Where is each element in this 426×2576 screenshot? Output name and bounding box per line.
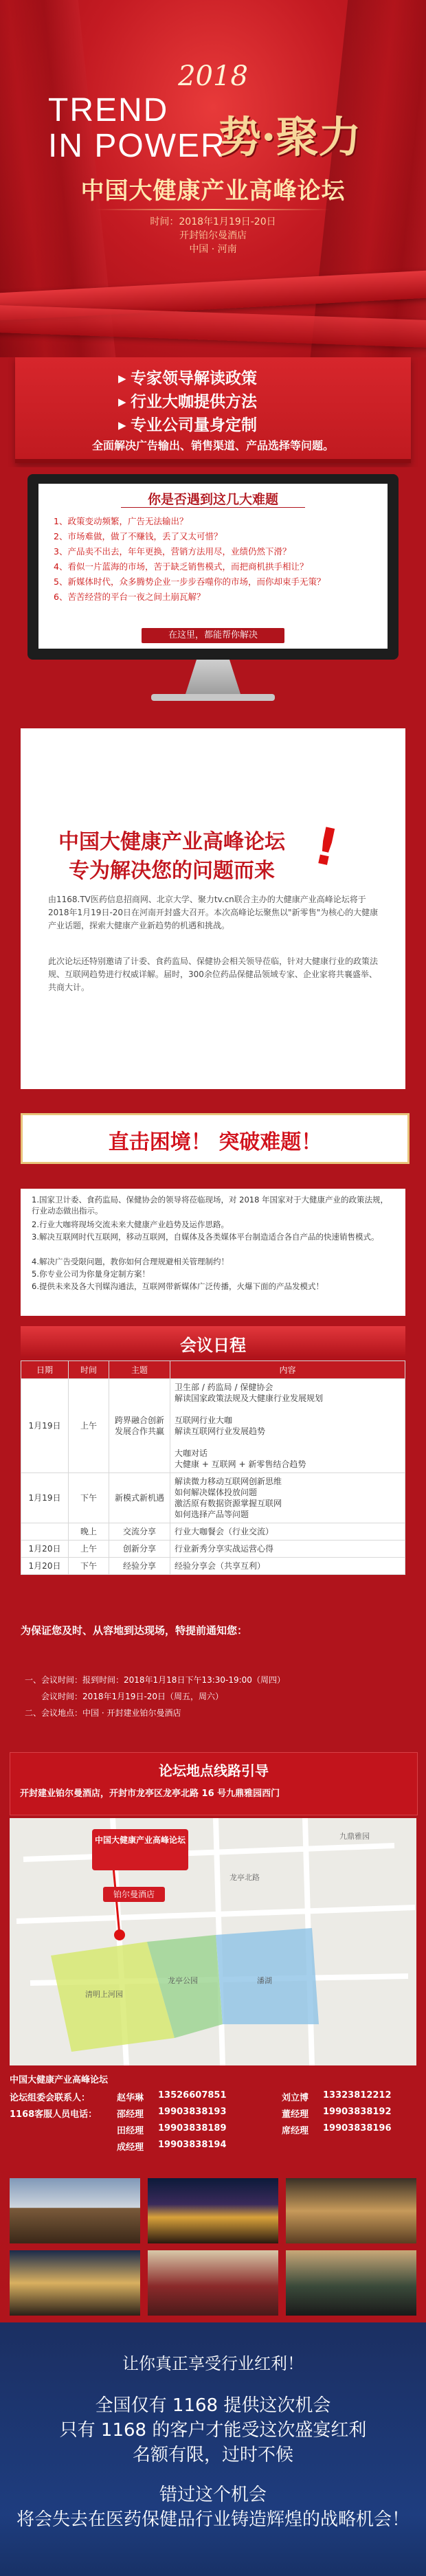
- contact-name: 邵经理: [117, 2109, 144, 2120]
- table-cell: 卫生部 / 药监局 / 保健协会 解读国家政策法规及大健康行业发展规划 互联网行业大咖 解读互联网行业发展趋势 大咖对话 大健康 + 互联网 + 新零售结合趋势: [170, 1379, 405, 1473]
- agenda-list-box: [21, 1189, 405, 1316]
- footer-line: 只有 1168 的客户才能受这次盛宴红利: [59, 2420, 367, 2441]
- solve-button[interactable]: 在这里，都能帮你解决: [142, 628, 284, 643]
- feature-label: 行业大咖提供方法: [131, 393, 257, 411]
- footer-line: 让你真正享受行业红利！: [122, 2354, 304, 2373]
- contact-phone[interactable]: 19903838193: [158, 2107, 227, 2117]
- map-area-text: 清明上河园: [85, 1990, 123, 1999]
- map-area-text: 龙亭公园: [168, 1976, 198, 1985]
- agenda-item: 5.你专业公司为你量身定制方案！: [32, 1269, 150, 1279]
- table-cell: 行业新秀分享实战运营心得: [170, 1541, 405, 1558]
- contact-name: 刘立博: [282, 2093, 309, 2103]
- table-row: [21, 1379, 405, 1473]
- column-header: 日期: [21, 1361, 69, 1379]
- table-row: [21, 1523, 405, 1541]
- contact-phone[interactable]: 13526607851: [158, 2090, 227, 2101]
- venue-photo: [286, 2250, 416, 2316]
- problem-item: 2、市场难做，做了不赚钱，丢了又太可惜？: [54, 531, 223, 541]
- map-title: 论坛地点线路引导: [159, 1762, 269, 1779]
- features-box: [15, 357, 411, 463]
- venue-photo: [10, 2250, 140, 2316]
- map-label-text: 中国大健康产业高峰论坛: [94, 1835, 186, 1845]
- footer-line: 名额有限，过时不候: [132, 2445, 293, 2465]
- intro-paragraph: 由1168.TV医药信息招商网、北京大学、聚力tv.cn联合主办的大健康产业高峰论坛将于2018年1月19日-20日在河南开封盛大召开。本次高峰论坛聚焦以"新零售"为核心的大健康产业话题，探索大健康产业新趋势的机遇和挑战。: [48, 895, 379, 930]
- map-graphic: [10, 1818, 416, 2065]
- footer-line: 错过这个机会: [159, 2485, 267, 2505]
- break-box: [21, 1113, 410, 1164]
- table-cell: 晚上: [69, 1523, 109, 1541]
- feature-item: [118, 412, 257, 435]
- contact-name: 田经理: [117, 2126, 144, 2136]
- contact-phone[interactable]: 19903838192: [323, 2107, 392, 2117]
- break-banner: [0, 1099, 426, 1189]
- contact-name: 董经理: [282, 2109, 309, 2120]
- contact-phone[interactable]: 19903838189: [158, 2123, 227, 2133]
- table-cell: 行业大咖餐会（行业交流）: [170, 1523, 405, 1541]
- table-cell: 经验分享会（共享互利）: [170, 1558, 405, 1575]
- hero-time: 时间：2018年1月19日-20日: [150, 216, 276, 227]
- notice-heading: 为保证您及时、从容地到达现场，特提前通知您：: [21, 1624, 248, 1637]
- contact-name: 赵华琳: [117, 2093, 144, 2103]
- contact-name: 成经理: [117, 2142, 144, 2153]
- table-cell: 1月19日: [21, 1473, 69, 1523]
- intro-section: [0, 728, 426, 1099]
- monitor-screen: [38, 484, 388, 649]
- schedule-title-bar: [21, 1326, 405, 1356]
- contact-section: [0, 2068, 426, 2178]
- problems-title-underline: [121, 507, 305, 508]
- contact-phone[interactable]: 19903838196: [323, 2123, 392, 2133]
- column-header: 内容: [170, 1361, 405, 1379]
- hero-trend-line1: TREND: [48, 92, 169, 128]
- arrow-icon: ▸: [118, 393, 126, 411]
- venue-photo: [286, 2178, 416, 2243]
- table-cell: 创新分享: [109, 1541, 170, 1558]
- feature-label: 专业公司量身定制: [131, 416, 257, 434]
- arrow-icon: ▸: [118, 416, 126, 434]
- break-text: 直击困境！ 突破难题！: [108, 1130, 322, 1154]
- table-header-row: [21, 1361, 405, 1379]
- venue-photo: [148, 2178, 278, 2243]
- table-cell: 下午: [69, 1473, 109, 1523]
- map-header-box: [10, 1752, 418, 1815]
- table-cell: 1月19日: [21, 1379, 69, 1473]
- table-row: [21, 1558, 405, 1575]
- monitor-stand: [186, 660, 240, 694]
- schedule-section: [0, 1326, 426, 1670]
- map-spot-label: 铂尔曼酒店: [113, 1890, 155, 1899]
- contact-phone[interactable]: 13323812212: [323, 2090, 392, 2101]
- hero-title: 中国大健康产业高峰论坛: [80, 177, 346, 205]
- features-section: [0, 357, 426, 467]
- map-pin-icon: [114, 1929, 125, 1940]
- contact-org: 中国大健康产业高峰论坛: [10, 2075, 109, 2085]
- hero-venue: 开封铂尔曼酒店: [179, 230, 247, 241]
- route-map[interactable]: [10, 1818, 416, 2065]
- map-street-text: 龙亭北路: [229, 1873, 260, 1882]
- problem-item: 5、新媒体时代，众多腾势企业一步步吞噬你的市场，而你却束手无策？: [54, 576, 326, 587]
- footer-line: 将会失去在医药保健品行业铸造辉煌的战略机会！: [16, 2509, 410, 2530]
- feature-label: 专家领导解读政策: [131, 370, 257, 388]
- hero-banner: [0, 0, 426, 357]
- agenda-item: 2.行业大咖将现场交流未来大健康产业趋势及运作思路。: [32, 1220, 229, 1229]
- note-line: 一、会议时间：报到时间：2018年1月18日下午13:30-19:00（周四）: [25, 1675, 285, 1685]
- problems-monitor: [0, 467, 426, 728]
- map-area-text: 潘湖: [257, 1976, 272, 1985]
- contact-name: 席经理: [282, 2126, 309, 2136]
- table-cell: 经验分享: [109, 1558, 170, 1575]
- schedule-table: [21, 1360, 405, 1575]
- notes-section: [0, 1670, 426, 1752]
- photo-gallery: [0, 2178, 426, 2322]
- feature-item: [118, 366, 257, 388]
- hero-year: 2018: [178, 60, 248, 92]
- problem-item: 4、看似一片蓝海的市场，苦于缺乏销售模式，而把商机拱手相让？: [54, 561, 309, 572]
- map-section: [0, 1752, 426, 2068]
- schedule-title: 会议日程: [180, 1336, 246, 1355]
- intro-paragraph: 此次论坛还特别邀请了计委、食药监局、保健协会相关领导莅临，针对大健康行业的政策法规、互联网趋势进行权威详解。届时，300余位药品保健品领域专家、企业家将共襄盛举、共商大计。: [48, 956, 379, 992]
- map-street-text: 九鼎雅园: [339, 1832, 370, 1841]
- problem-item: 3、产品卖不出去，年年更换，营销方法用尽，业绩仍然下滑？: [54, 546, 291, 557]
- table-cell: 上午: [69, 1379, 109, 1473]
- agenda-item: 6.提供未来及各大刊媒沟通法，互联网带新媒体广泛传播，火爆下面的产品发模式！: [32, 1281, 324, 1291]
- agenda-item: 3.解决互联网时代互联网，移动互联网，自媒体及各类媒体平台制造适合各自产品的快速销售模式。: [32, 1232, 379, 1242]
- venue-photo: [148, 2250, 278, 2316]
- problems-list: [54, 514, 325, 605]
- table-cell: 1月20日: [21, 1558, 69, 1575]
- table-row: [21, 1541, 405, 1558]
- arrow-icon: ▸: [118, 370, 126, 388]
- table-cell: 1月20日: [21, 1541, 69, 1558]
- exclamation-icon: !: [309, 816, 344, 879]
- hero-divider: [96, 209, 330, 210]
- agenda-list-section: [0, 1189, 426, 1326]
- agenda-item: 4.解决广告受限问题，教你如何合理规避相关管理制约！: [32, 1257, 229, 1266]
- hero-trend-text: [48, 93, 226, 164]
- table-row: [21, 1473, 405, 1523]
- table-cell: 交流分享: [109, 1523, 170, 1541]
- table-cell: 下午: [69, 1558, 109, 1575]
- venue-photo: [10, 2178, 140, 2243]
- problems-title: 你是否遇到这几大难题: [147, 492, 278, 507]
- column-header: 主题: [109, 1361, 170, 1379]
- table-cell: [21, 1523, 69, 1541]
- table-cell: 新模式新机遇: [109, 1473, 170, 1523]
- agenda-item: 1.国家卫计委、食药监局、保健协会的领导将莅临现场，对 2018 年国家对于大健康产业的政策法规，行业动态做出指示。: [32, 1195, 389, 1216]
- features-summary: 全面解决广告输出、销售渠道、产品选择等问题。: [91, 439, 334, 452]
- contact-label: 1168客服人员电话：: [10, 2109, 98, 2120]
- problem-item: 6、苦苦经营的平台一夜之间土崩瓦解？: [54, 592, 205, 602]
- contact-phone[interactable]: 19903838194: [158, 2140, 227, 2150]
- monitor-base: [151, 694, 275, 701]
- note-line: 会议时间：2018年1月19日-20日（周五，周六）: [25, 1692, 224, 1701]
- contact-label: 论坛组委会联系人：: [10, 2093, 91, 2103]
- column-header: 时间: [69, 1361, 109, 1379]
- note-line: 二、会议地点：中国 · 开封建业铂尔曼酒店: [25, 1708, 181, 1718]
- footer-line: 全国仅有 1168 提供这次机会: [95, 2395, 331, 2416]
- footer-section: [0, 2322, 426, 2576]
- table-cell: 跨界融合创新发展合作共赢: [109, 1379, 170, 1473]
- table-cell: 上午: [69, 1541, 109, 1558]
- hero-location: 中国 · 河南: [189, 244, 237, 255]
- intro-heading: 中国大健康产业高峰论坛: [58, 830, 285, 854]
- intro-subheading: 专为解决您的问题而来: [69, 859, 275, 883]
- hero-calligraphy: 势·聚力: [218, 112, 361, 162]
- city-skyline: [0, 2570, 426, 2576]
- problem-item: 1、政策变动频繁，广告无法输出？: [54, 516, 188, 526]
- hero-trend-line2: IN POWER: [48, 128, 226, 164]
- map-address: 开封建业铂尔曼酒店，开封市龙亭区龙亭北路 16 号九鼎雅园西门: [20, 1789, 280, 1799]
- feature-item: [118, 389, 257, 412]
- table-cell: 解读微力移动互联网创新思维 如何解决媒体投放问题 激活原有数据资源掌握互联网 如何选择产品等问题: [170, 1473, 405, 1523]
